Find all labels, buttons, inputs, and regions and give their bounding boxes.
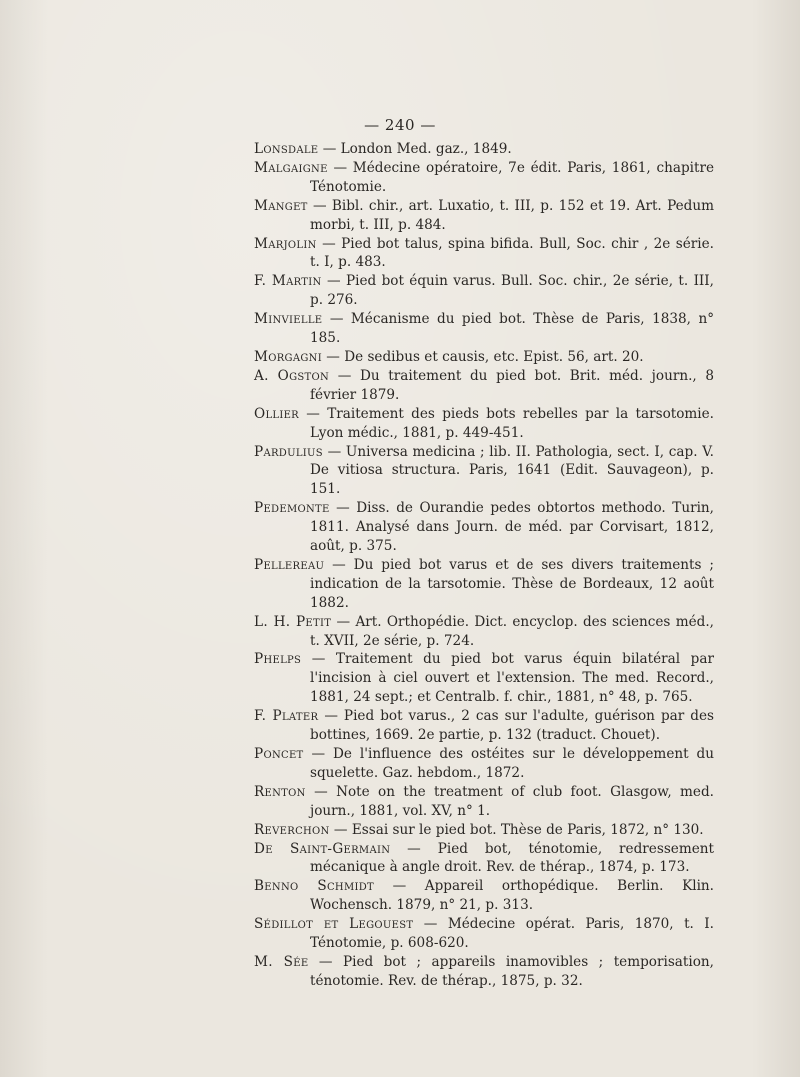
entry-text: — Diss. de Ourandie pedes obtortos methodo. Turin, 1811. Analysé dans Journ. de méd. par Corvisart, 1812, août, p. 375. (310, 500, 714, 555)
bibliography-entry (254, 499, 714, 556)
entry-text: — Mécanisme du pied bot. Thèse de Paris, 1838, n° 185. (310, 311, 714, 347)
page-number: — 240 — (364, 116, 436, 134)
entry-author: Sédillot et Legouest (254, 916, 414, 933)
entry-author: De Saint-Germain (254, 840, 391, 857)
bibliography-entry (254, 159, 714, 197)
bibliography-entry (254, 235, 714, 273)
bibliography-entry (254, 745, 714, 783)
entry-text: — Médecine opérat. Paris, 1870, t. I. Ténotomie, p. 608-620. (310, 916, 714, 952)
bibliography-entry (254, 310, 714, 348)
entry-text: — Pied bot équin varus. Bull. Soc. chir., 2e série, t. III, p. 276. (310, 273, 714, 309)
entry-text: — Pied bot talus, spina bifida. Bull, Soc. chir , 2e série. t. I, p. 483. (310, 235, 714, 271)
entry-author: Phelps (254, 651, 302, 668)
bibliography-entry (254, 953, 714, 991)
bibliography-entry (254, 140, 714, 159)
entry-text: — Traitement du pied bot varus équin bilatéral par l'incision à ciel ouvert et l'extension. The med. Record., 1881, 24 sept.; et Centralb. f. chir., 1881, n° 48, p. 765. (301, 651, 714, 706)
entry-author: Benno Schmidt (254, 878, 375, 895)
entry-author: F. Martin (254, 273, 322, 290)
bibliography-entry (254, 272, 714, 310)
entry-text: — Note on the treatment of club foot. Glasgow, med. journ., 1881, vol. XV, n° 1. (305, 783, 714, 819)
bibliography-entry (254, 367, 714, 405)
entry-author: M. Sée (254, 953, 309, 970)
bibliography-entry (254, 405, 714, 443)
entry-author: Reverchon (254, 821, 330, 838)
entry-text: — Pied bot, ténotomie, redressement mécanique à angle droit. Rev. de thérap., 1874, p. 173. (310, 840, 714, 876)
entry-text: — Pied bot varus., 2 cas sur l'adulte, guérison par des bottines, 1669. 2e partie, p. 132 (traduct. Chouet). (310, 708, 714, 744)
entry-text: — Bibl. chir., art. Luxatio, t. III, p. 152 et 19. Art. Pedum morbi, t. III, p. 484. (307, 197, 714, 233)
entry-text: — De l'influence des ostéites sur le développement du squelette. Gaz. hebdom., 1872. (303, 746, 714, 781)
entry-author: Ollier (254, 405, 300, 422)
entry-author: Renton (254, 783, 306, 800)
entry-text: — Du traitement du pied bot. Brit. méd. journ., 8 février 1879. (310, 367, 715, 403)
bibliography-entry (254, 443, 714, 500)
bibliography-entry (254, 783, 714, 821)
entry-text: — Pied bot ; appareils inamovibles ; temporisation, ténotomie. Rev. de thérap., 1875, p. 32. (308, 953, 714, 989)
bibliography-entry (254, 613, 714, 651)
bibliography-entry (254, 915, 714, 953)
bibliography-entry (254, 556, 714, 613)
entry-author: Minvielle (254, 311, 323, 328)
entry-author: A. Ogston (254, 367, 330, 384)
bibliography-entry (254, 877, 714, 915)
entry-author: Pardulius (254, 443, 323, 460)
entry-author: Poncet (254, 746, 304, 762)
entry-text: — Art. Orthopédie. Dict. encyclop. des sciences méd., t. XVII, 2e série, p. 724. (310, 613, 715, 649)
entry-author: L. H. Petit (254, 613, 332, 630)
entry-text: — Appareil orthopédique. Berlin. Klin. Wochensch. 1879, n° 21, p. 313. (310, 878, 714, 914)
entry-text: — De sedibus et causis, etc. Epist. 56, art. 20. (321, 348, 644, 365)
entry-author: Manget (254, 197, 308, 214)
entry-text: — Essai sur le pied bot. Thèse de Paris, 1872, n° 130. (329, 821, 704, 838)
entry-text: — Médecine opératoire, 7e édit. Paris, 1861, chapitre Ténotomie. (310, 159, 714, 195)
entry-author: Pellereau (254, 556, 325, 573)
entry-author: Marjolin (254, 235, 317, 252)
bibliography-entry (254, 707, 714, 745)
entry-author: Morgagni (254, 348, 322, 365)
entry-text: — Du pied bot varus et de ses divers traitements ; indication de la tarsotomie. Thèse de Bordeaux, 12 août 1882. (310, 556, 714, 611)
bibliography-entry (254, 348, 714, 367)
entry-text: — Traitement des pieds bots rebelles par la tarsotomie. Lyon médic., 1881, p. 449-451. (299, 405, 714, 441)
bibliography-entry (254, 840, 714, 878)
entry-author: F. Plater (254, 708, 319, 725)
entry-author: Pedemonte (254, 500, 330, 517)
entry-text: — London Med. gaz., 1849. (318, 141, 512, 157)
bibliography-entry (254, 197, 714, 235)
entry-text: — Universa medicina ; lib. II. Pathologia, sect. I, cap. V. De vitiosa structura. Paris, 1641 (Edit. Sauvageon), p. 151. (310, 443, 714, 498)
bibliography-entry (254, 650, 714, 707)
bibliography-list (254, 140, 714, 991)
bibliography-entry (254, 821, 714, 840)
entry-author: Lonsdale (254, 141, 319, 157)
entry-author: Malgaigne (254, 159, 328, 176)
